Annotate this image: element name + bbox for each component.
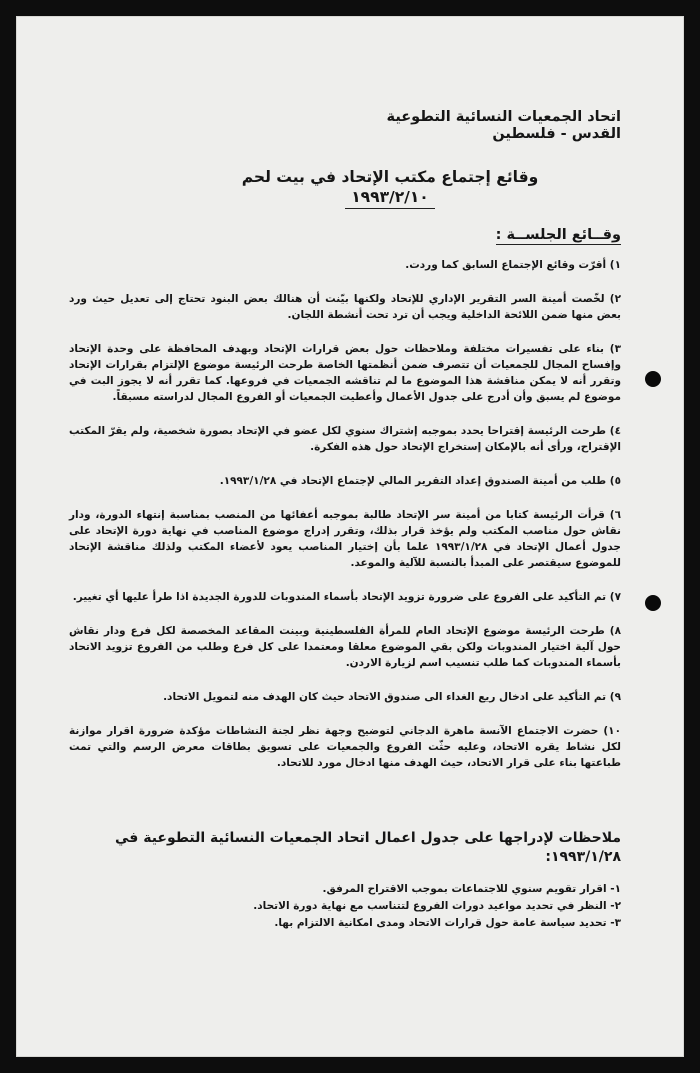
minutes-item-10: ١٠) حضرت الاجتماع الآنسة ماهرة الدجاني لتوضيح وجهة نظر لجنة النشاطات مؤكدة ضرورة اقرار موازنة لكل نشاط يقره الاتحاد، وعليه حثّت الفروع والجمعيات على تسويق بطاقات معرض الرسم والتي تمت طباعتها بناء على قرار الاتحاد، حيث الهدف منها ادخال مورد للاتحاد. [69,725,621,769]
minutes-item-6: ٦) قرأت الرئيسة كتابا من أمينة سر الإتحاد طالبة بموجبه أعفائها من المنصب بمناسبة إنتهاء الدورة، ودار نقاش حول مناصب المكتب ولم يؤخذ قرار بذلك، وتقرر إدراج موضوع المناصب في نهاية دورة الإتحاد على جدول أعمال الإتحاد في ١٩٩٣/١/٢٨ علما بأن إختيار المناصب يعود لأعضاء المكتب ولذلك مناقشة الإتحاد للموضوع سيقتصر على المبدأ بالنسبة للآلية والموعد. [69,509,621,569]
document-page [16,16,684,1057]
meeting-date: ١٩٩٣/٢/١٠ [345,188,435,209]
note-item-3: ٣- تحديد سياسة عامة حول قرارات الاتحاد ومدى امكانية الالتزام بها. [274,917,621,929]
minutes-item-7: ٧) تم التأكيد على الفروع على ضرورة تزويد الإتحاد بأسماء المندوبات للدورة الجديدة اذا طرأ عليها أي تغيير. [72,591,621,603]
minutes-item-5: ٥) طلب من أمينة الصندوق إعداد التقرير المالي لإجتماع الإتحاد في ١٩٩٣/١/٢٨. [219,475,621,487]
note-item-2: ٢- النظر في تحديد مواعيد دورات الفروع لتتناسب مع نهاية دورة الاتحاد. [253,900,621,912]
meeting-title-block [69,167,621,209]
organization-name: اتحاد الجمعيات النسائية التطوعية [386,109,621,125]
notes-heading: ملاحظات لإدراجها على جدول اعمال اتحاد الجمعيات النسائية التطوعية في ١٩٩٣/١/٢٨: [115,830,621,865]
section-heading-text: وقــائع الجلســة : [495,227,621,243]
note-item-1: ١- اقرار تقويم سنوي للاجتماعات بموجب الاقتراح المرفق. [322,883,621,895]
minutes-item-2: ٢) لخّصت أمينة السر التقرير الإداري للإتحاد ولكنها بيّنت أن هنالك بعض البنود تحتاج إلى تعديل حيث ورد بعض منها ضمن اللائحة الداخلية ويجب أن ترد تحت أنشطة اللجان. [69,293,621,321]
notes-section [69,829,621,931]
minutes-item-4: ٤) طرحت الرئيسة إقتراحا يحدد بموجبه إشتراك سنوي لكل عضو في الإتحاد بصورة شخصية، ولم يقرّ المكتب الإقتراح، ورأى أنه بالإمكان إستخراج الإتحاد حول هذه الفكرة. [69,425,621,453]
minutes-item-8: ٨) طرحت الرئيسة موضوع الإتحاد العام للمرأة الفلسطينية وبينت المقاعد المخصصة لكل فرع ودار نقاش حول آلية اختيار المندوبات ولكن بقي الموضوع معلقا ومعتمدا على كل فرع وطلب من الفروع تزويد الاتحاد بأسماء المندوبات كما طلب تنسيب اسم لزيارة الاردن. [69,625,621,669]
meeting-title: وقائع إجتماع مكتب الإتحاد في بيت لحم [241,168,539,186]
notes-list [69,881,621,931]
punch-hole-top [645,371,661,387]
punch-hole-bottom [645,595,661,611]
minutes-list [69,257,621,771]
minutes-item-9: ٩) تم التأكيد على ادخال ريع الغداء الى صندوق الاتحاد حيث كان الهدف منه لتمويل الاتحاد. [163,691,621,703]
section-heading [69,227,621,243]
document-body [69,109,621,932]
minutes-item-3: ٣) بناء على تفسيرات مختلفة وملاحظات حول بعض قرارات الإتحاد وبهدف المحافظة على وحدة الإتحاد وإفساح المجال للجمعيات أن تتصرف ضمن أنظمتها الخاصة طرحت الرئيسة موضوع الإلتزام بقرارات الإتحاد وتقرر أنه لا يمكن مناقشة هذا الموضوع ما لم تناقشه الجمعيات في فروعها. كما تقرر أنه لا يجوز البت في موضوع لم يسبق وأن أدرج على جدول الأعمال وأعطيت الجمعيات أو الفروع المجال لدراسته مسبقاً. [69,343,621,403]
minutes-item-1: ١) أقرّت وقائع الإجتماع السابق كما وردت. [405,259,621,271]
organization-location: القدس - فلسطين [492,126,621,142]
